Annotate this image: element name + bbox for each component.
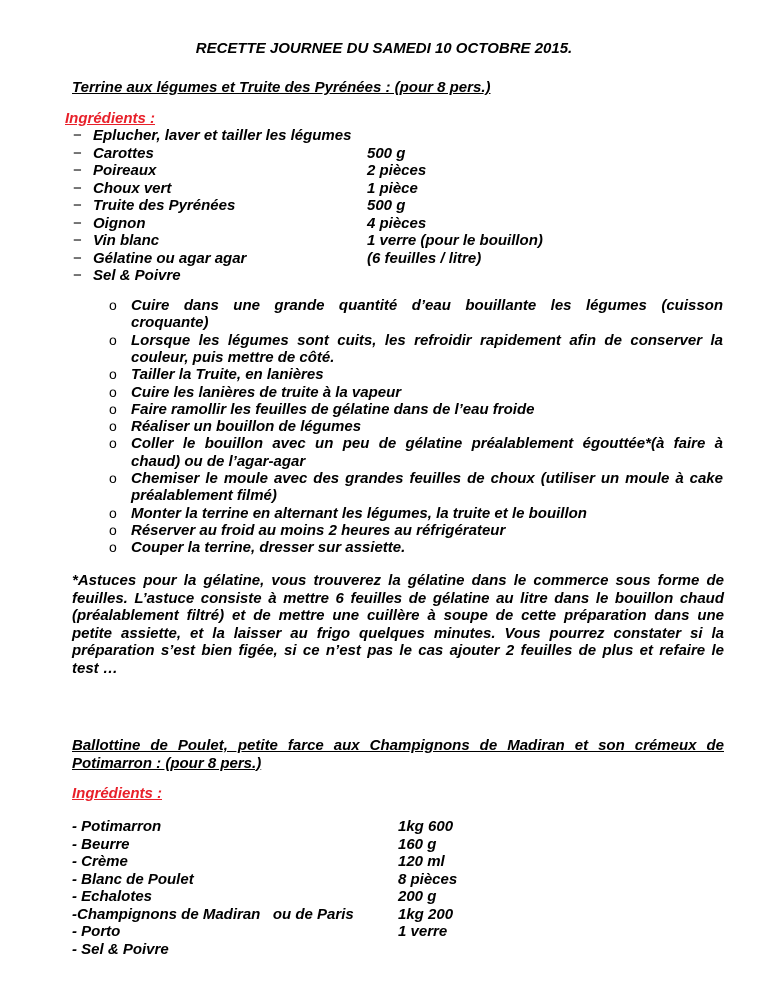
ingredient-name: - Blanc de Poulet bbox=[72, 870, 194, 888]
step-text: Faire ramollir les feuilles de gélatine dans de l’eau froide bbox=[131, 400, 535, 418]
recipe1-title: Terrine aux légumes et Truite des Pyrénées : (pour 8 pers.) bbox=[72, 79, 491, 96]
ingredient-name: - Echalotes bbox=[72, 888, 153, 905]
ingredient-quantity: 500 g bbox=[367, 197, 406, 214]
circle-bullet: o bbox=[109, 504, 117, 521]
step-text: croquante) bbox=[131, 314, 209, 332]
page-title: RECETTE JOURNEE DU SAMEDI 10 OCTOBRE 2015. bbox=[195, 40, 573, 57]
ingredient-name: - Crème bbox=[72, 853, 128, 870]
ingredient-name: Carottes bbox=[93, 144, 154, 162]
ingredient-quantity: 500 g bbox=[367, 144, 406, 162]
ingredient-quantity: 1 pièce bbox=[367, 179, 418, 197]
ingredient-name: Oignon bbox=[93, 214, 146, 232]
dash-bullet: − bbox=[73, 249, 82, 267]
ingredient-quantity: 1kg 200 bbox=[398, 905, 454, 923]
tip-line: feuilles. L’astuce consiste à mettre 6 feuilles de gélatine au litre dans le bouillon chaud bbox=[72, 589, 724, 607]
tip-line: préparation s’est bien figée, si ce n’est pas le cas ajouter 2 feuilles de plus et refaire le bbox=[72, 642, 724, 659]
step-text: Cuire les lanières de truite à la vapeur bbox=[131, 383, 402, 401]
ingredient-quantity: (6 feuilles / litre) bbox=[367, 249, 482, 267]
ingredient-name: Choux vert bbox=[93, 179, 172, 197]
ingredient-quantity: 120 ml bbox=[398, 853, 445, 870]
tip-line: test … bbox=[72, 659, 118, 677]
ingredient-quantity: 8 pièces bbox=[398, 870, 458, 888]
step-text: Couper la terrine, dresser sur assiette. bbox=[131, 539, 406, 557]
ingredient-name: Gélatine ou agar agar bbox=[93, 249, 247, 267]
step-text: Chemiser le moule avec des grandes feuilles de choux (utiliser un moule à cake bbox=[131, 470, 723, 487]
recipe2-title-line: Ballottine de Poulet, petite farce aux Champignons de Madiran et son crémeux de bbox=[72, 737, 724, 754]
circle-bullet: o bbox=[109, 297, 117, 313]
ingredient-quantity: 200 g bbox=[398, 888, 437, 905]
ingredient-quantity: 1 verre (pour le bouillon) bbox=[367, 232, 543, 249]
ingredient-name: Eplucher, laver et tailler les légumes bbox=[93, 127, 352, 144]
ingredient-name: Sel & Poivre bbox=[93, 267, 181, 284]
circle-bullet: o bbox=[109, 539, 117, 556]
ingredient-quantity: 1 verre bbox=[398, 923, 448, 940]
ingredient-name: - Porto bbox=[72, 923, 121, 940]
circle-bullet: o bbox=[109, 366, 117, 383]
circle-bullet: o bbox=[109, 383, 117, 400]
ingredient-quantity: 2 pièces bbox=[367, 162, 427, 179]
step-text: Monter la terrine en alternant les légumes, la truite et le bouillon bbox=[131, 504, 587, 522]
dash-bullet: − bbox=[73, 197, 82, 214]
step-text: Coller le bouillon avec un peu de gélatine préalablement égouttée*(à faire à bbox=[131, 435, 723, 453]
step-text: Cuire dans une grande quantité d’eau bouillante les légumes (cuisson bbox=[131, 297, 723, 314]
circle-bullet: o bbox=[109, 435, 117, 452]
ingredient-name: Vin blanc bbox=[93, 232, 160, 249]
tip-line: petite assiette, et la laisser au frigo quelques minutes. Vous pourrez constater si la bbox=[72, 624, 724, 642]
ingredient-name: Poireaux bbox=[93, 162, 157, 179]
tip-line: *Astuces pour la gélatine, vous trouverez la gélatine dans le commerce sous forme de bbox=[72, 572, 724, 589]
ingredient-quantity: 160 g bbox=[398, 835, 437, 853]
dash-bullet: − bbox=[73, 144, 82, 162]
ingredient-quantity: 4 pièces bbox=[367, 214, 427, 232]
recipe2-ingredients-heading: Ingrédients : bbox=[72, 785, 163, 802]
dash-bullet: − bbox=[73, 214, 82, 232]
ingredient-quantity: 1kg 600 bbox=[398, 818, 454, 835]
recipe1-ingredients-heading: Ingrédients : bbox=[65, 110, 156, 127]
step-text: Réserver au froid au moins 2 heures au réfrigérateur bbox=[131, 521, 506, 539]
step-text: Réaliser un bouillon de légumes bbox=[131, 418, 362, 436]
step-text: Lorsque les légumes sont cuits, les refroidir rapidement afin de conserver la bbox=[131, 331, 723, 349]
circle-bullet: o bbox=[109, 331, 117, 348]
dash-bullet: − bbox=[73, 162, 82, 179]
step-text: couleur, puis mettre de côté. bbox=[131, 348, 335, 366]
dash-bullet: − bbox=[73, 232, 82, 249]
ingredient-name: - Beurre bbox=[72, 835, 130, 853]
circle-bullet: o bbox=[109, 418, 117, 435]
dash-bullet: − bbox=[73, 179, 82, 197]
dash-bullet: − bbox=[73, 267, 82, 284]
recipe2-title-line: Potimarron : (pour 8 pers.) bbox=[72, 754, 262, 772]
circle-bullet: o bbox=[109, 521, 117, 538]
step-text: chaud) ou de l’agar-agar bbox=[131, 452, 306, 470]
ingredient-name: -Champignons de Madiran ou de Paris bbox=[72, 905, 354, 923]
circle-bullet: o bbox=[109, 400, 117, 417]
tip-line: (préalablement filtré) et de mettre une cuillère à soupe de cette préparation dans une bbox=[72, 607, 724, 624]
dash-bullet: − bbox=[73, 127, 82, 144]
step-text: préalablement filmé) bbox=[131, 487, 277, 505]
ingredient-name: - Sel & Poivre bbox=[72, 940, 169, 958]
ingredient-name: Truite des Pyrénées bbox=[93, 197, 236, 214]
ingredient-name: - Potimarron bbox=[72, 818, 162, 835]
step-text: Tailler la Truite, en lanières bbox=[131, 366, 324, 384]
circle-bullet: o bbox=[109, 470, 117, 486]
